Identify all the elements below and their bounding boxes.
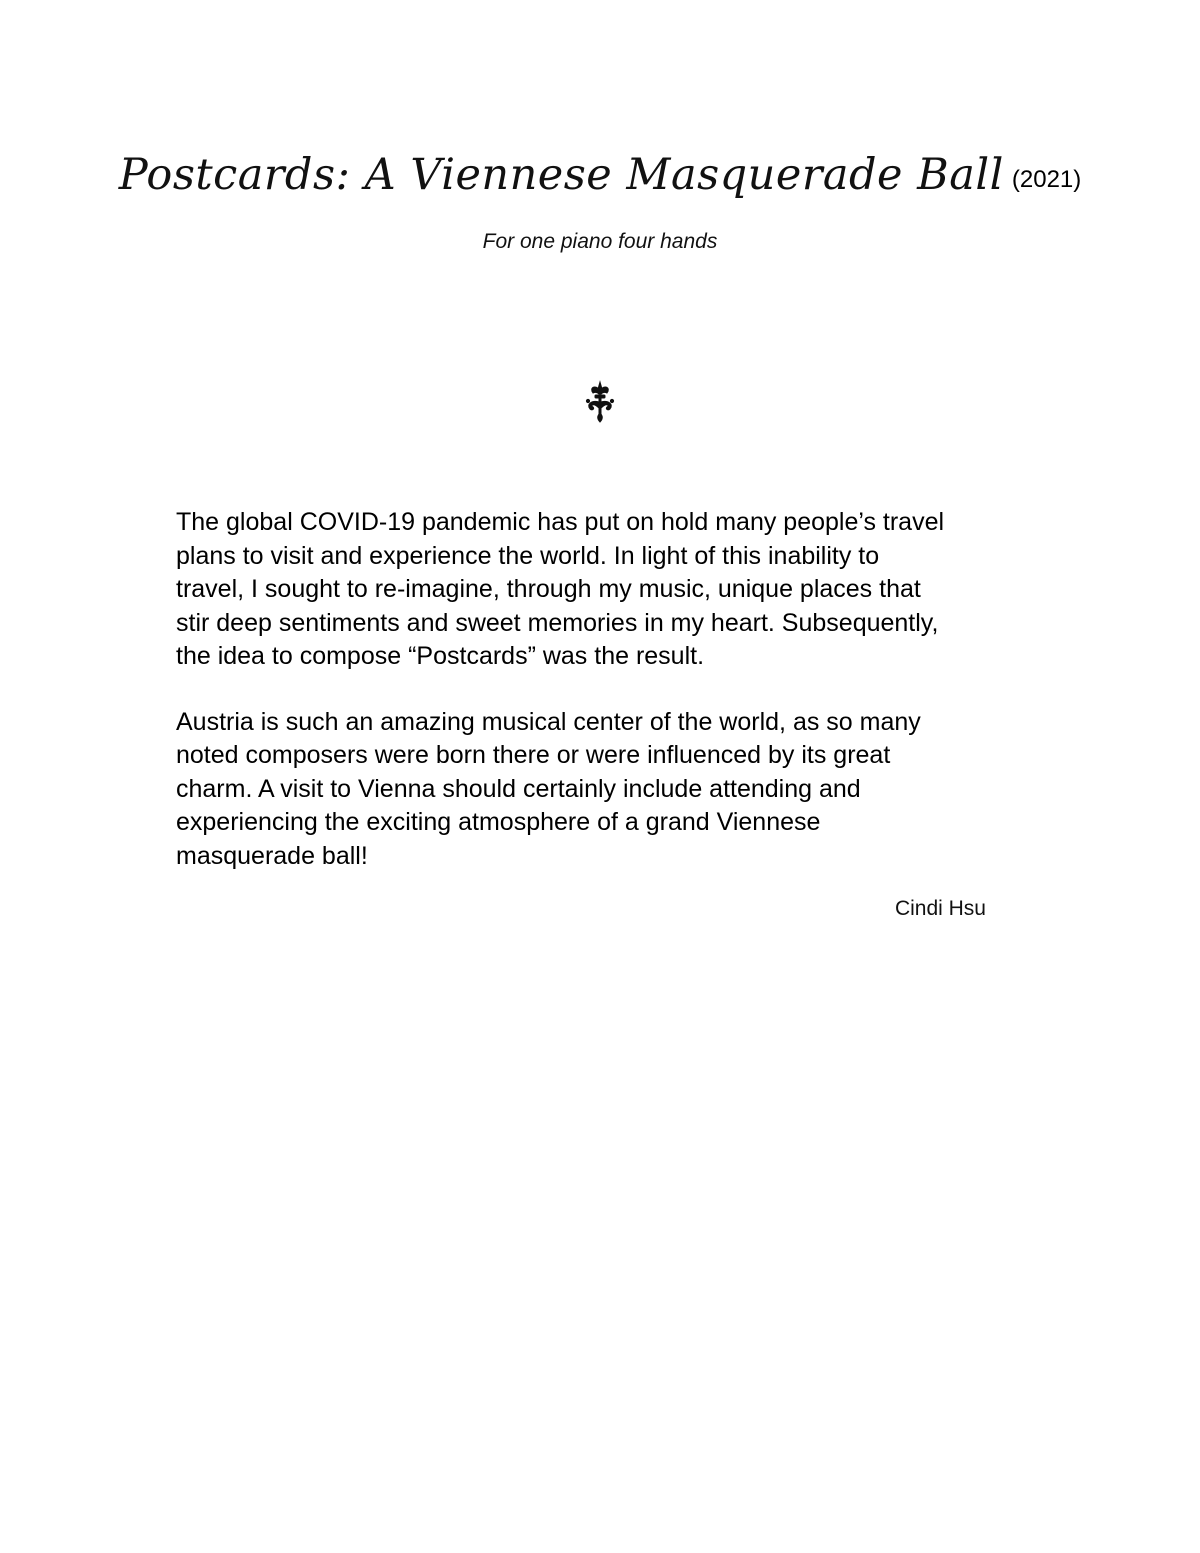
page-title: Postcards: A Viennese Masquerade Ball (118, 150, 1004, 200)
title-line (0, 150, 1200, 200)
fleur-de-lis-ornament-icon (578, 380, 622, 424)
page-subtitle: For one piano four hands (482, 230, 718, 253)
body-text (176, 506, 1056, 905)
paragraph-1: The global COVID-19 pandemic has put on hold many people’s travel plans to visit and experience the world. In light of this inability to travel, I sought to re-imagine, through my music, unique places that stir deep sentiments and sweet memories in my heart. Subsequently, the idea to compose “Postcards” was the result. (176, 508, 945, 670)
title-year: (2021) (1011, 166, 1082, 193)
author-signature: Cindi Hsu (894, 897, 986, 920)
paragraph-2: Austria is such an amazing musical center of the world, as so many noted composers were born there or were influenced by its great charm. A visit to Vienna should certainly include attending and experiencing the exciting atmosphere of a grand Viennese masquerade ball! (176, 707, 921, 870)
